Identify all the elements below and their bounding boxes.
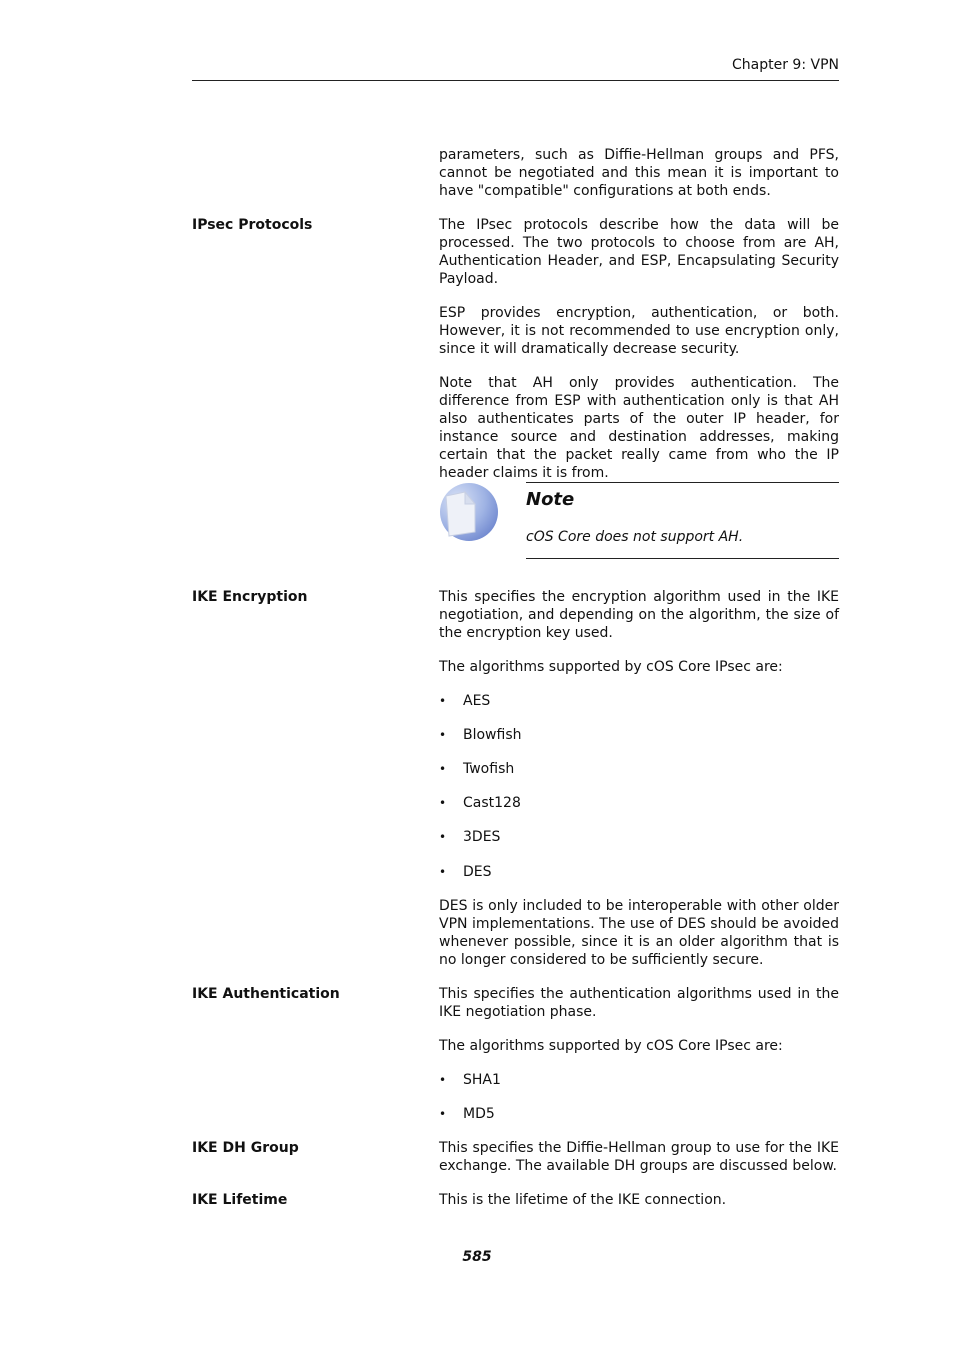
note-page-icon [439, 482, 499, 542]
algorithm-label: Blowfish [463, 727, 522, 743]
ipsec-protocols-paragraph-1 [439, 216, 839, 288]
bullet-icon: • [439, 1073, 447, 1087]
ipsec-protocols-text-2: ESP provides encryption, authentication, or both. However, it is not recommended to use encryption only, since it will dramatically decrease security. [439, 305, 839, 357]
term-ike-dh-group: IKE DH Group [192, 1140, 299, 1156]
ike-encryption-closing-text: DES is only included to be interoperable with other older VPN implementations. The use of DES should be avoided whenever possible, since it is an older algorithm that is no longer considered to be sufficiently secure. [439, 898, 839, 968]
algorithm-label: 3DES [463, 829, 501, 845]
term-ike-encryption: IKE Encryption [192, 589, 308, 605]
algorithm-label: Twofish [463, 761, 515, 777]
ike-authentication-text-1: This specifies the authentication algorithms used in the IKE negotiation phase. [439, 986, 839, 1020]
ike-authentication-text-2: The algorithms supported by cOS Core IPsec are: [439, 1038, 783, 1054]
intro-paragraph [439, 146, 839, 200]
chapter-title: Chapter 9: VPN [732, 57, 839, 73]
bullet-icon: • [439, 694, 447, 708]
bullet-icon: • [439, 830, 447, 844]
ike-encryption-paragraph-2 [439, 658, 839, 676]
bullet-icon: • [439, 728, 447, 742]
ipsec-protocols-paragraph-2 [439, 304, 839, 358]
note-bottom-rule [526, 558, 839, 559]
page-header [192, 55, 839, 81]
term-ipsec-protocols: IPsec Protocols [192, 217, 313, 233]
ike-dh-group-paragraph [439, 1139, 839, 1175]
bullet-icon: • [439, 796, 447, 810]
ipsec-protocols-text-3: Note that AH only provides authentication. The difference from ESP with authentication only is that AH also authenticates parts of the outer IP header, for instance source and destination addresses, making certain that the packet really came from who the IP header claims it is from. [439, 375, 839, 481]
algorithm-label: DES [463, 864, 492, 880]
note-title: Note [526, 489, 575, 510]
ike-encryption-text-1: This specifies the encryption algorithm used in the IKE negotiation, and depending on the algorithm, the size of the encryption key used. [439, 589, 839, 641]
ike-dh-group-text: This specifies the Diffie-Hellman group to use for the IKE exchange. The available DH groups are discussed below. [439, 1140, 839, 1174]
intro-text: parameters, such as Diffie-Hellman groups and PFS, cannot be negotiated and this mean it is important to have "compatible" configurations at both ends. [439, 147, 839, 199]
ike-authentication-paragraph-2 [439, 1037, 839, 1055]
algorithm-label: Cast128 [463, 795, 521, 811]
ike-encryption-paragraph-1 [439, 588, 839, 642]
ipsec-protocols-paragraph-3 [439, 374, 839, 482]
algorithm-label: SHA1 [463, 1072, 501, 1088]
term-ike-lifetime: IKE Lifetime [192, 1192, 288, 1208]
bullet-icon: • [439, 762, 447, 776]
ike-encryption-text-2: The algorithms supported by cOS Core IPsec are: [439, 659, 783, 675]
note-text: cOS Core does not support AH. [526, 529, 744, 545]
note-top-rule [526, 482, 839, 483]
algorithm-label: AES [463, 693, 491, 709]
page-number: 585 [462, 1249, 492, 1265]
bullet-icon: • [439, 1107, 447, 1121]
ike-encryption-closing [439, 897, 839, 969]
bullet-icon: • [439, 865, 447, 879]
term-ike-authentication: IKE Authentication [192, 986, 340, 1002]
ike-authentication-paragraph-1 [439, 985, 839, 1021]
algorithm-label: MD5 [463, 1106, 495, 1122]
ike-lifetime-paragraph [439, 1191, 839, 1209]
ipsec-protocols-text-1: The IPsec protocols describe how the data will be processed. The two protocols to choose from are AH, Authentication Header, and ESP, Encapsulating Security Payload. [439, 217, 839, 287]
ike-lifetime-text: This is the lifetime of the IKE connection. [439, 1192, 727, 1208]
